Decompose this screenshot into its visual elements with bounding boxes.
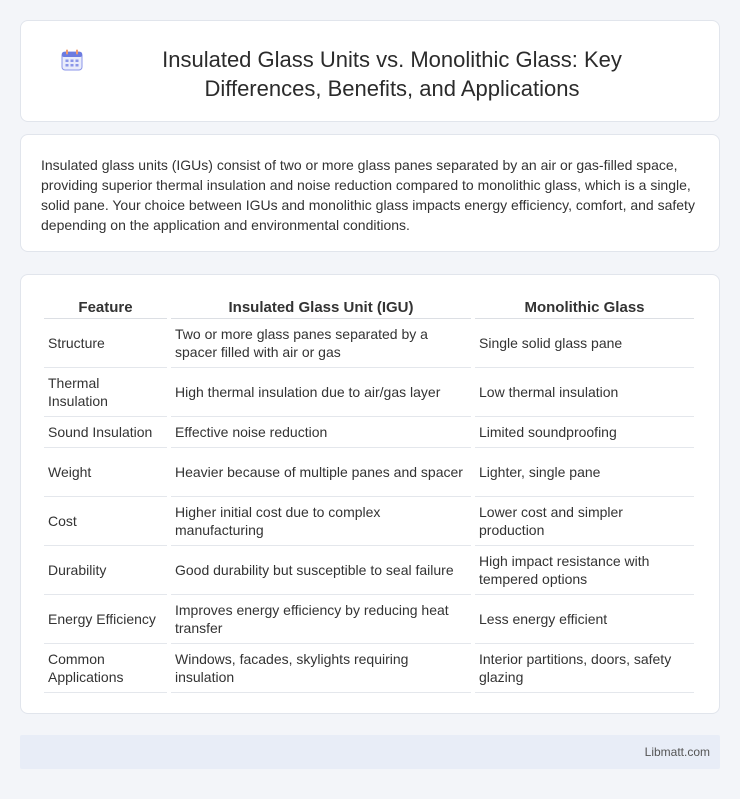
cell-feature: Structure: [44, 319, 167, 368]
table-row: [44, 546, 694, 595]
footer-brand-link[interactable]: Libmatt.com: [644, 745, 710, 759]
cell-feature: Common Applications: [44, 644, 167, 693]
cell-igu: Windows, facades, skylights requiring insulation: [171, 644, 471, 693]
cell-monolithic: Lighter, single pane: [475, 448, 694, 497]
cell-igu: Heavier because of multiple panes and spacer: [171, 448, 471, 497]
cell-feature: Durability: [44, 546, 167, 595]
cell-monolithic: High impact resistance with tempered options: [475, 546, 694, 595]
table-row: [44, 368, 694, 417]
cell-feature: Weight: [44, 448, 167, 497]
comparison-card: [20, 274, 720, 714]
cell-igu: Effective noise reduction: [171, 417, 471, 448]
header-feature: Feature: [44, 295, 167, 319]
table-row: [44, 448, 694, 497]
footer: [20, 735, 720, 769]
table-row: [44, 497, 694, 546]
cell-igu: Higher initial cost due to complex manufacturing: [171, 497, 471, 546]
cell-feature: Cost: [44, 497, 167, 546]
table-header-row: [44, 295, 694, 319]
table-row: [44, 417, 694, 448]
cell-monolithic: Low thermal insulation: [475, 368, 694, 417]
comparison-table: [40, 295, 698, 693]
cell-feature: Energy Efficiency: [44, 595, 167, 644]
cell-igu: Two or more glass panes separated by a spacer filled with air or gas: [171, 319, 471, 368]
cell-igu: High thermal insulation due to air/gas layer: [171, 368, 471, 417]
table-row: [44, 319, 694, 368]
cell-monolithic: Interior partitions, doors, safety glazing: [475, 644, 694, 693]
cell-monolithic: Limited soundproofing: [475, 417, 694, 448]
header-igu: Insulated Glass Unit (IGU): [171, 295, 471, 319]
intro-card: [20, 134, 720, 252]
cell-igu: Good durability but susceptible to seal failure: [171, 546, 471, 595]
header-monolithic: Monolithic Glass: [475, 295, 694, 319]
cell-feature: Sound Insulation: [44, 417, 167, 448]
cell-igu: Improves energy efficiency by reducing heat transfer: [171, 595, 471, 644]
intro-paragraph: Insulated glass units (IGUs) consist of two or more glass panes separated by an air or gas-filled space, providing superior thermal insulation and noise reduction compared to monolithic glass, which is a single, solid pane. Your choice between IGUs and monolithic glass impacts energy efficiency, comfort, and safety depending on the application and environmental conditions.: [41, 157, 695, 233]
cell-monolithic: Lower cost and simpler production: [475, 497, 694, 546]
cell-monolithic: Single solid glass pane: [475, 319, 694, 368]
page-title: Insulated Glass Units vs. Monolithic Glass: Key Differences, Benefits, and Applications: [162, 47, 622, 101]
cell-monolithic: Less energy efficient: [475, 595, 694, 644]
table-row: [44, 644, 694, 693]
cell-feature: Thermal Insulation: [44, 368, 167, 417]
table-row: [44, 595, 694, 644]
title-card: [20, 20, 720, 122]
calendar-icon: [61, 49, 83, 71]
